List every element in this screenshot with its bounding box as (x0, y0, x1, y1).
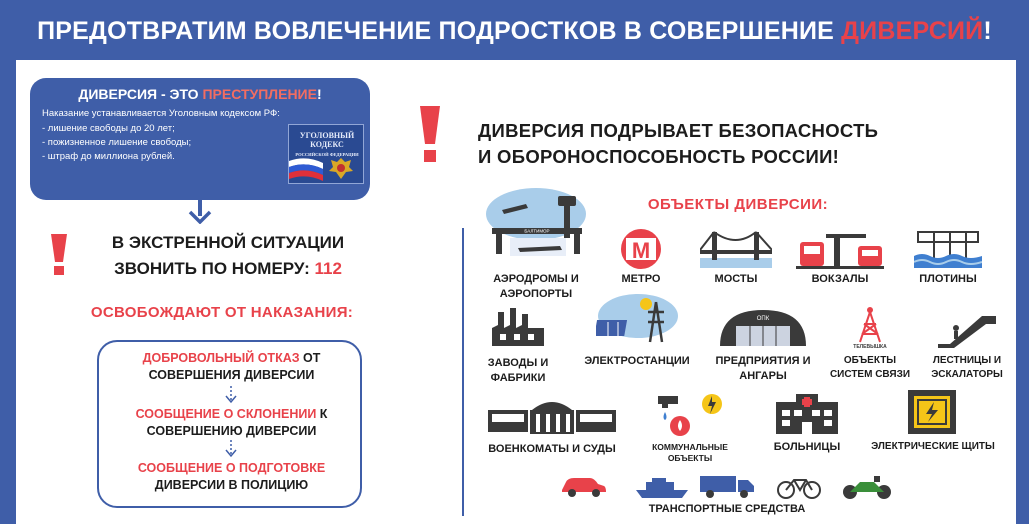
divider (462, 228, 464, 516)
exclamation-icon (418, 106, 442, 164)
utilities-icon (654, 388, 726, 438)
object-label: ВОЕНКОМАТЫ И СУДЫ (488, 443, 616, 455)
hangar-sign: ОПК (756, 316, 770, 322)
ship-icon (634, 476, 690, 500)
object-enterprises (708, 306, 818, 384)
object-power-stations (570, 292, 704, 370)
exemption-box (97, 340, 362, 508)
emergency-line-2: ЗВОНИТЬ ПО НОМЕРУ: 112 (114, 259, 342, 278)
metro-letter: М (631, 238, 651, 263)
airport-sign: БАЛТИМОР (524, 228, 550, 234)
tower-label: ТЕЛЕВЫШКА (853, 344, 887, 350)
object-military-courts (474, 396, 630, 460)
arrow-down-icon (225, 386, 237, 404)
crime-box-title: ДИВЕРСИЯ - ЭТО ПРЕСТУПЛЕНИЕ! (78, 86, 322, 102)
list-item: - пожизненное лишение свободы; (42, 137, 192, 148)
object-label: ОБЪЕКТЫ СИСТЕМ СВЯЗИ (829, 355, 911, 380)
motorcycle-icon (840, 474, 894, 500)
russian-flag-icon (289, 157, 323, 183)
arrow-down-icon (225, 440, 237, 458)
radio-tower-icon (850, 304, 890, 350)
object-dams (908, 228, 988, 290)
object-label: ВОКЗАЛЫ (811, 273, 869, 285)
object-hospitals (764, 394, 850, 460)
object-factories (478, 306, 558, 384)
crime-box-subtitle: Наказание устанавливается Уголовным кодексом РФ: (42, 108, 280, 119)
object-electric-panels (858, 388, 1008, 460)
escalator-icon (936, 310, 998, 348)
object-label: МОСТЫ (714, 273, 758, 285)
crime-info-box (30, 78, 370, 200)
coat-of-arms-icon (327, 155, 355, 181)
object-bridges (696, 228, 776, 290)
train-station-icon (796, 228, 884, 270)
truck-icon (698, 474, 756, 500)
object-communications (822, 304, 918, 384)
object-label: ТРАНСПОРТНЫЕ СРЕДСТВА (648, 503, 806, 515)
airport-icon (482, 184, 590, 264)
exemption-title: ОСВОБОЖДАЮТ ОТ НАКАЗАНИЯ: (90, 304, 354, 321)
metro-icon (614, 228, 668, 270)
object-label: БОЛЬНИЦЫ (773, 441, 841, 453)
power-station-icon (596, 292, 678, 346)
hangar-icon (716, 306, 810, 348)
object-label: ЭЛЕКТРИЧЕСКИЕ ЩИТЫ (871, 441, 995, 452)
exemption-step: ДОБРОВОЛЬНЫЙ ОТКАЗ ОТ СОВЕРШЕНИЯ ДИВЕРСИИ (142, 351, 321, 382)
list-item: - штраф до миллиона рублей. (42, 151, 175, 162)
object-escalators (922, 306, 1012, 384)
electric-panel-icon (906, 388, 958, 436)
dam-icon (914, 228, 982, 272)
header-banner (0, 0, 1029, 60)
page-title: ПРЕДОТВРАТИМ ВОВЛЕЧЕНИЕ ПОДРОСТКОВ В СОВЕРШЕНИЕ ДИВЕРСИЙ! (37, 17, 992, 45)
exemption-step: СООБЩЕНИЕ О ПОДГОТОВКЕ ДИВЕРСИИ В ПОЛИЦИЮ (137, 461, 326, 492)
bicycle-icon (776, 474, 822, 500)
list-item: - лишение свободы до 20 лет; (42, 123, 175, 134)
emergency-number: 112 (314, 259, 342, 278)
object-label: МЕТРО (621, 273, 661, 285)
factory-icon (490, 306, 546, 348)
emergency-line-1: В ЭКСТРЕННОЙ СИТУАЦИИ (111, 233, 345, 252)
car-icon (558, 474, 608, 500)
object-label: КОММУНАЛЬНЫЕ ОБЪЕКТЫ (652, 442, 728, 463)
danger-title: ДИВЕРСИЯ ПОДРЫВАЕТ БЕЗОПАСНОСТЬ И ОБОРОНОСПОСОБНОСТЬ РОССИИ! (478, 120, 879, 167)
object-airports (476, 184, 596, 304)
government-building-icon (488, 396, 616, 436)
object-transport (552, 474, 902, 520)
object-label: ЛЕСТНИЦЫ И ЭСКАЛАТОРЫ (931, 355, 1003, 380)
object-stations (790, 228, 890, 290)
object-label: ПЛОТИНЫ (919, 273, 977, 285)
punishment-list (42, 122, 191, 164)
emergency-call-info (78, 230, 378, 282)
objects-title: ОБЪЕКТЫ ДИВЕРСИИ: (647, 196, 829, 213)
object-utilities (640, 388, 740, 464)
bridge-icon (700, 228, 772, 270)
object-label: АЭРОДРОМЫ И АЭРОПОРТЫ (493, 273, 579, 300)
object-label: ЭЛЕКТРОСТАНЦИИ (584, 355, 690, 367)
criminal-code-book-image: УГОЛОВНЫЙ КОДЕКС РОССИЙСКОЙ ФЕДЕРАЦИИ (288, 124, 364, 184)
exclamation-icon (48, 234, 70, 276)
object-label: ЗАВОДЫ И ФАБРИКИ (487, 357, 549, 384)
exemption-step: СООБЩЕНИЕ О СКЛОНЕНИИ К СОВЕРШЕНИЮ ДИВЕРСИИ (135, 407, 328, 438)
object-metro (606, 228, 676, 290)
hospital-icon (774, 394, 840, 436)
arrow-down-icon (188, 200, 212, 224)
object-label: ПРЕДПРИЯТИЯ И АНГАРЫ (715, 355, 811, 382)
